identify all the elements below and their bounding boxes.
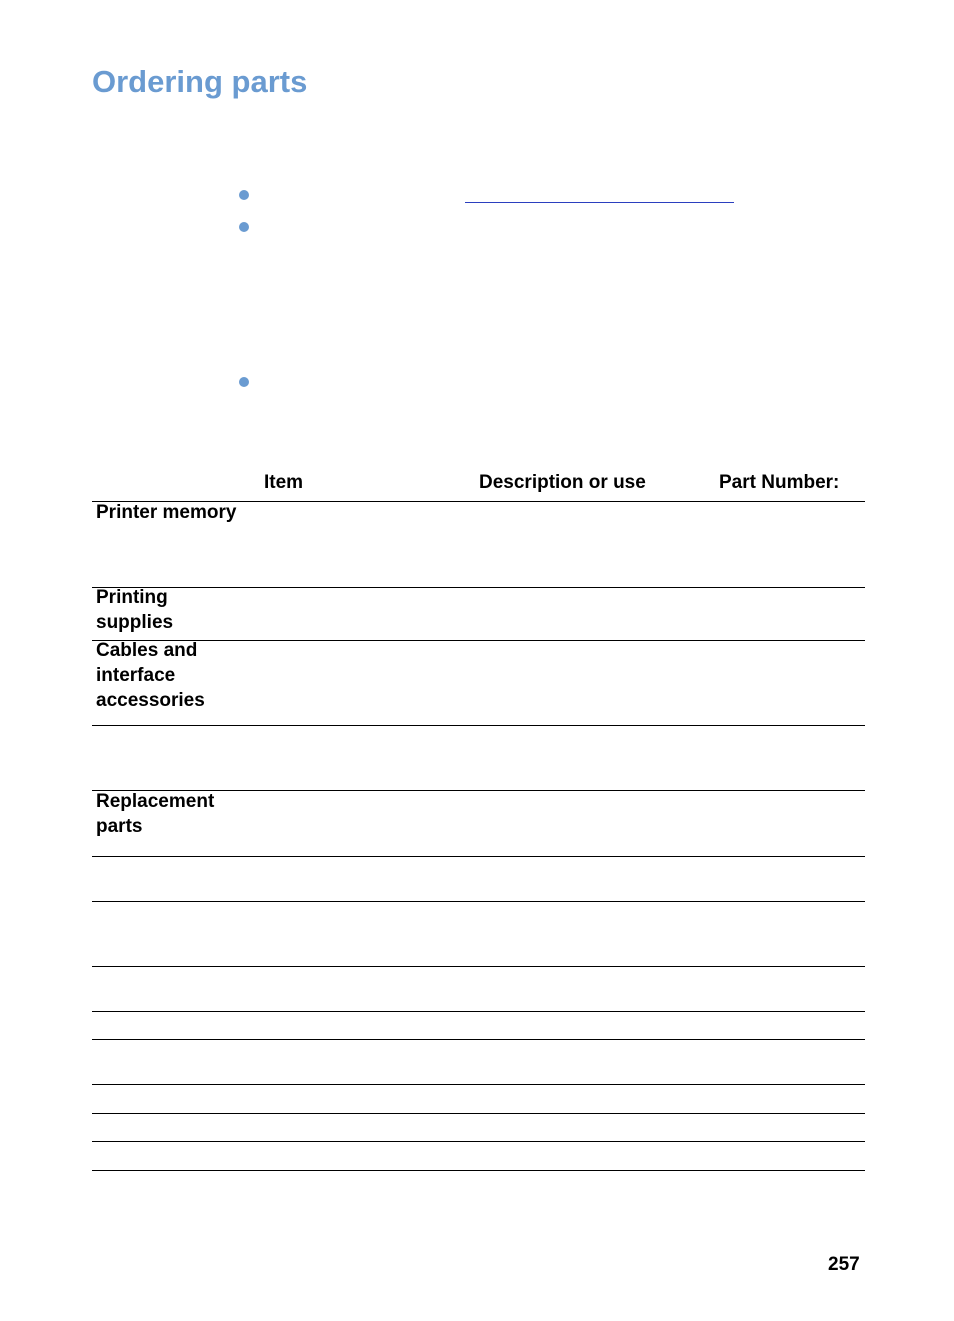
category-label: supplies [96, 612, 174, 633]
hyperlink-underline[interactable] [465, 202, 734, 203]
category-label: Cables and [96, 640, 198, 661]
column-header-description: Description or use [479, 472, 646, 493]
table-rule [92, 966, 865, 967]
category-label: Replacement [96, 791, 215, 812]
table-rule [92, 1113, 865, 1114]
bullet-icon [239, 222, 249, 232]
column-header-item: Item [264, 472, 304, 493]
table-rule [92, 725, 865, 726]
category-label: interface [96, 665, 176, 686]
column-header-part-number: Part Number: [719, 472, 840, 493]
table-rule [92, 1039, 865, 1040]
table-rule [92, 901, 865, 902]
category-label: Printer memory [96, 502, 237, 523]
bullet-icon [239, 190, 249, 200]
table-rule [92, 1141, 865, 1142]
table-rule [92, 1170, 865, 1171]
category-label: accessories [96, 690, 205, 711]
page-title: Ordering parts [92, 64, 308, 99]
table-rule [92, 1084, 865, 1085]
category-replacement-parts [96, 789, 214, 839]
category-printer-memory [96, 500, 236, 525]
category-label: parts [96, 816, 143, 837]
category-label: Printing [96, 587, 168, 608]
bullet-icon [239, 377, 249, 387]
table-rule [92, 856, 865, 857]
page-number: 257 [828, 1254, 860, 1275]
category-cables [96, 638, 205, 713]
table-rule [92, 1011, 865, 1012]
table-rule [92, 587, 865, 588]
table-rule [92, 640, 865, 641]
category-printing-supplies [96, 585, 173, 635]
